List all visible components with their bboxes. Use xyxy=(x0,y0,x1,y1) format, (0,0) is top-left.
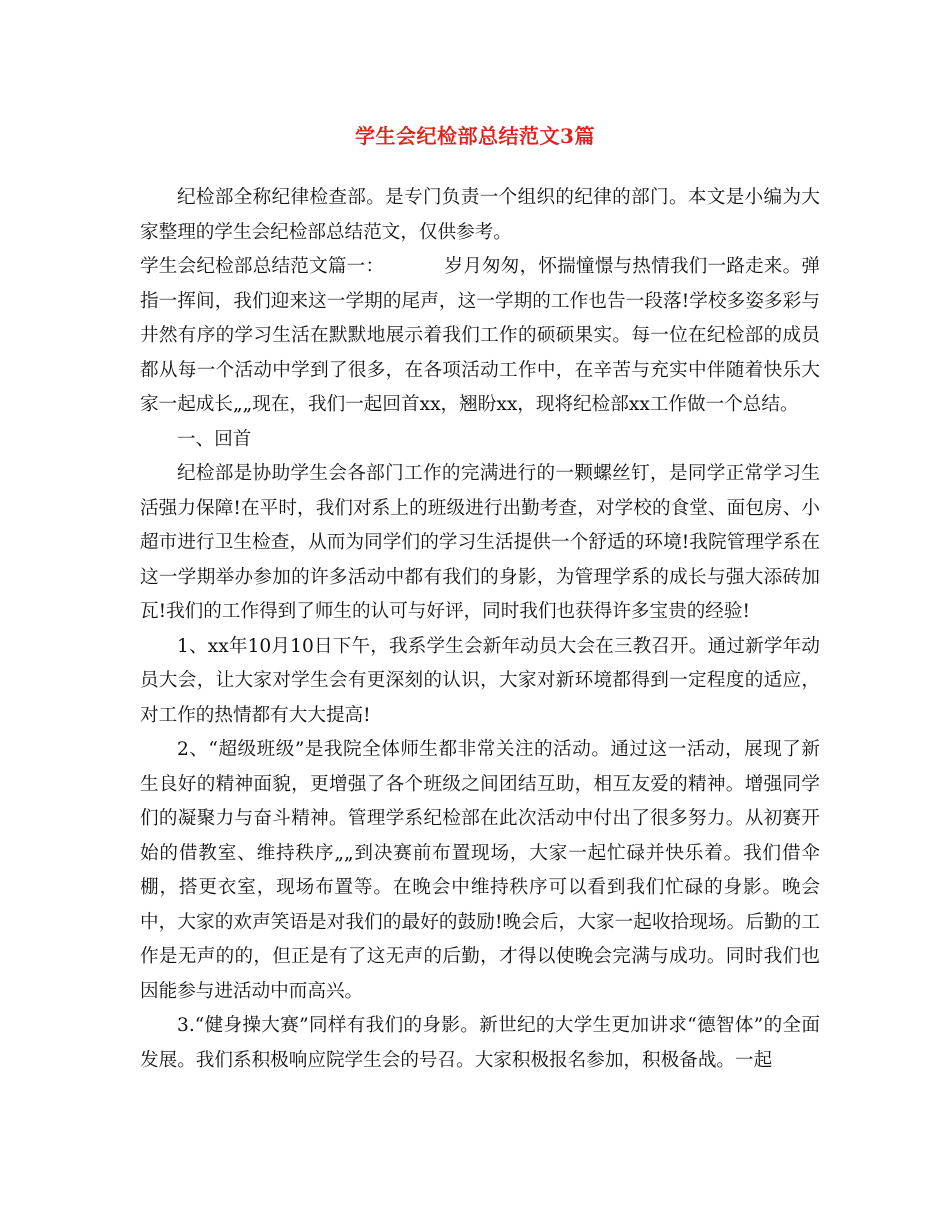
heading-review: 一、回首 xyxy=(177,428,252,450)
paragraph-item-3: 3.“健身操大赛”同样有我们的身影。新世纪的大学生更加讲求“德智体”的全面发展。我们系积极响应院学生会的号召。大家积极报名参加，积极备战。一起 xyxy=(140,1015,820,1071)
paragraph-item-1: 1、xx年10月10日下午，我系学生会新年动员大会在三教召开。通过新学年动员大会，让大家对学生会有更深刻的认识，大家对新环境都得到一定程度的适应，对工作的热情都有大大提高! xyxy=(140,635,820,726)
section-text: 岁月匆匆，怀揣憧憬与热情我们一路走来。弹指一挥间，我们迎来这一学期的尾声，这一学期的工作也告一段落!学校多姿多彩与井然有序的学习生活在默默地展示着我们工作的硕硕果实。每一位在纪检部的成员都从每一个活动中学到了很多，在各项活动工作中，在辛苦与充实中伴随着快乐大家一起成长„„现在，我们一起回首xx，翘盼xx，现将纪检部xx工作做一个总结。 xyxy=(140,256,820,415)
paragraph-review: 纪检部是协助学生会各部门工作的完满进行的一颗螺丝钉，是同学正常学习生活强力保障!在平时，我们对系上的班级进行出勤考查，对学校的食堂、面包房、小超市进行卫生检查，从而为同学们的学习生活提供一个舒适的环境!我院管理学系在这一学期举办参加的许多活动中都有我们的身影，为管理学系的成长与强大添砖加瓦!我们的工作得到了师生的认可与好评，同时我们也获得许多宝贵的经验! xyxy=(140,463,820,622)
intro-paragraph: 纪检部全称纪律检查部。是专门负责一个组织的纪律的部门。本文是小编为大家整理的学生会纪检部总结范文，仅供参考。 xyxy=(140,187,820,243)
section-paragraph xyxy=(140,250,820,423)
paragraph-item-2: 2、“超级班级”是我院全体师生都非常关注的活动。通过这一活动，展现了新生良好的精神面貌，更增强了各个班级之间团结互助，相互友爱的精神。增强同学们的凝聚力与奋斗精神。管理学系纪检部在此次活动中付出了很多努力。从初赛开始的借教室、维持秩序„„到决赛前布置现场，大家一起忙碌并快乐着。我们借伞棚，搭更衣室，现场布置等。在晚会中维持秩序可以看到我们忙碌的身影。晚会中，大家的欢声笑语是对我们的最好的鼓励!晚会后，大家一起收拾现场。后勤的工作是无声的的，但正是有了这无声的后勤，才得以使晚会完满与成功。同时我们也因能参与进活动中而高兴。 xyxy=(140,739,820,1002)
document-title: 学生会纪检部总结范文3篇 xyxy=(355,124,595,148)
section-label: 学生会纪检部总结范文篇一： xyxy=(140,256,385,277)
document-body xyxy=(140,181,820,1078)
